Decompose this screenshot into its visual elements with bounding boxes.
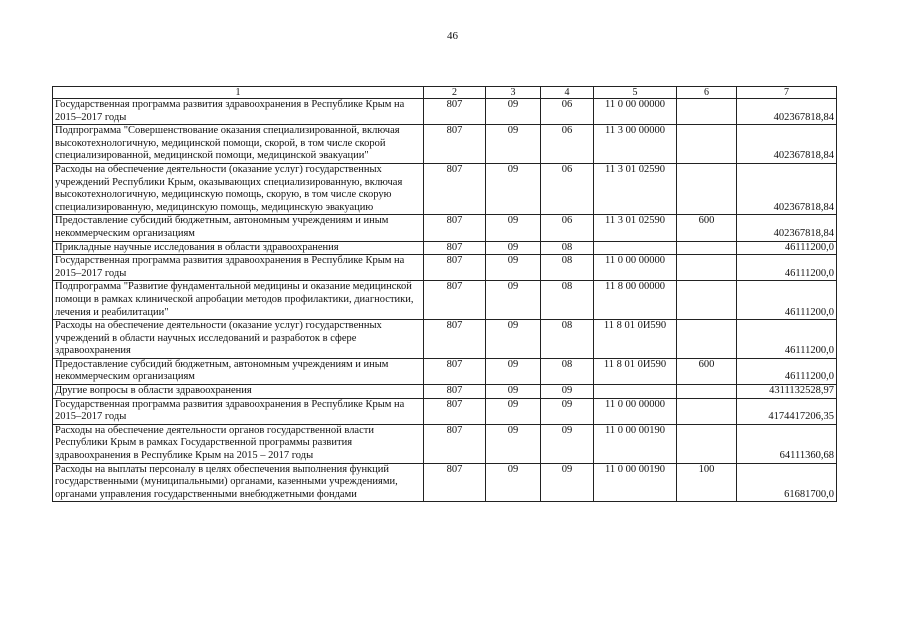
row-expense-type — [677, 99, 737, 125]
table-row — [53, 320, 837, 359]
row-section: 09 — [486, 424, 541, 463]
row-target-article: 11 3 01 02590 — [594, 215, 677, 241]
row-section: 09 — [486, 255, 541, 281]
row-expense-type — [677, 163, 737, 214]
budget-table — [52, 86, 837, 502]
table-row — [53, 424, 837, 463]
row-subsection: 09 — [541, 463, 594, 502]
row-grbs: 807 — [424, 99, 486, 125]
row-subsection: 06 — [541, 125, 594, 164]
row-amount: 4174417206,35 — [737, 398, 837, 424]
row-target-article: 11 0 00 00000 — [594, 99, 677, 125]
table-row — [53, 463, 837, 502]
row-expense-type: 600 — [677, 215, 737, 241]
row-target-article: 11 0 00 00000 — [594, 255, 677, 281]
row-target-article: 11 3 01 02590 — [594, 163, 677, 214]
row-target-article: 11 0 00 00190 — [594, 424, 677, 463]
row-grbs: 807 — [424, 241, 486, 255]
row-subsection: 06 — [541, 215, 594, 241]
row-grbs: 807 — [424, 463, 486, 502]
row-subsection: 08 — [541, 241, 594, 255]
row-subsection: 08 — [541, 255, 594, 281]
row-expense-type — [677, 281, 737, 320]
row-section: 09 — [486, 281, 541, 320]
table-row — [53, 281, 837, 320]
row-target-article: 11 0 00 00190 — [594, 463, 677, 502]
row-expense-type — [677, 320, 737, 359]
row-grbs: 807 — [424, 125, 486, 164]
table-row — [53, 163, 837, 214]
row-target-article: 11 8 01 0И590 — [594, 320, 677, 359]
row-grbs: 807 — [424, 215, 486, 241]
row-expense-type — [677, 424, 737, 463]
row-section: 09 — [486, 358, 541, 384]
row-section: 09 — [486, 385, 541, 399]
table-row — [53, 125, 837, 164]
row-expense-type — [677, 255, 737, 281]
row-subsection: 08 — [541, 320, 594, 359]
row-name: Предоставление субсидий бюджетным, автономным учреждениям и иным некоммерческим организациям — [53, 358, 424, 384]
row-subsection: 06 — [541, 99, 594, 125]
row-name: Расходы на обеспечение деятельности (оказание услуг) государственных учреждений в области научных исследований и разработок в сфере здравоохранения — [53, 320, 424, 359]
row-section: 09 — [486, 241, 541, 255]
row-section: 09 — [486, 99, 541, 125]
row-amount: 64111360,68 — [737, 424, 837, 463]
row-section: 09 — [486, 163, 541, 214]
row-target-article: 11 8 01 0И590 — [594, 358, 677, 384]
row-name: Прикладные научные исследования в области здравоохранения — [53, 241, 424, 255]
row-target-article — [594, 241, 677, 255]
header-col-5: 5 — [594, 87, 677, 99]
table-row — [53, 385, 837, 399]
row-grbs: 807 — [424, 281, 486, 320]
row-target-article — [594, 385, 677, 399]
row-amount: 46111200,0 — [737, 320, 837, 359]
row-name: Расходы на обеспечение деятельности органов государственной власти Республики Крым в рамках Государственной программы развития здравоохранения в Республике Крым на 2015 – 2017 годы — [53, 424, 424, 463]
row-name: Подпрограмма "Совершенствование оказания специализированной, включая высокотехнологичную, медицинской помощи, скорой, в том числе скорой специализированной, медицинской помощи, медицинской эвакуации" — [53, 125, 424, 164]
row-grbs: 807 — [424, 424, 486, 463]
row-amount: 46111200,0 — [737, 358, 837, 384]
row-section: 09 — [486, 215, 541, 241]
row-section: 09 — [486, 320, 541, 359]
row-subsection: 08 — [541, 281, 594, 320]
row-amount: 46111200,0 — [737, 255, 837, 281]
row-name: Государственная программа развития здравоохранения в Республике Крым на 2015–2017 годы — [53, 255, 424, 281]
row-name: Государственная программа развития здравоохранения в Республике Крым на 2015–2017 годы — [53, 99, 424, 125]
row-amount: 4311132528,97 — [737, 385, 837, 399]
table-row — [53, 241, 837, 255]
row-expense-type: 100 — [677, 463, 737, 502]
table-row — [53, 215, 837, 241]
row-grbs: 807 — [424, 385, 486, 399]
row-expense-type — [677, 385, 737, 399]
header-col-1: 1 — [53, 87, 424, 99]
row-name: Другие вопросы в области здравоохранения — [53, 385, 424, 399]
row-expense-type — [677, 398, 737, 424]
table-row — [53, 358, 837, 384]
row-section: 09 — [486, 398, 541, 424]
row-expense-type: 600 — [677, 358, 737, 384]
table-row — [53, 255, 837, 281]
row-target-article: 11 3 00 00000 — [594, 125, 677, 164]
header-col-7: 7 — [737, 87, 837, 99]
page-number: 46 — [447, 30, 458, 42]
row-grbs: 807 — [424, 398, 486, 424]
row-subsection: 09 — [541, 385, 594, 399]
row-section: 09 — [486, 463, 541, 502]
row-grbs: 807 — [424, 358, 486, 384]
row-grbs: 807 — [424, 320, 486, 359]
row-amount: 61681700,0 — [737, 463, 837, 502]
row-amount: 402367818,84 — [737, 163, 837, 214]
row-section: 09 — [486, 125, 541, 164]
row-name: Предоставление субсидий бюджетным, автономным учреждениям и иным некоммерческим организациям — [53, 215, 424, 241]
row-name: Расходы на выплаты персоналу в целях обеспечения выполнения функций государственными (муниципальными) органами, казенными учреждениями, органами управления государственными внебюджетными фондами — [53, 463, 424, 502]
header-col-2: 2 — [424, 87, 486, 99]
row-target-article: 11 0 00 00000 — [594, 398, 677, 424]
table-row — [53, 398, 837, 424]
row-subsection: 06 — [541, 163, 594, 214]
row-amount: 402367818,84 — [737, 99, 837, 125]
row-grbs: 807 — [424, 163, 486, 214]
row-expense-type — [677, 241, 737, 255]
row-subsection: 08 — [541, 358, 594, 384]
header-col-4: 4 — [541, 87, 594, 99]
row-grbs: 807 — [424, 255, 486, 281]
table-row — [53, 99, 837, 125]
row-name: Государственная программа развития здравоохранения в Республике Крым на 2015–2017 годы — [53, 398, 424, 424]
row-name: Расходы на обеспечение деятельности (оказание услуг) государственных учреждений Республики Крым, оказывающих специализированную, включая высокотехнологичную, медицинскую помощь, скорую, в том числе скорую специализированную, медицинскую помощь, медицинскую эвакуацию — [53, 163, 424, 214]
row-expense-type — [677, 125, 737, 164]
row-subsection: 09 — [541, 398, 594, 424]
header-col-6: 6 — [677, 87, 737, 99]
row-amount: 402367818,84 — [737, 125, 837, 164]
header-row — [53, 87, 837, 99]
row-name: Подпрограмма "Развитие фундаментальной медицины и оказание медицинской помощи в рамках клинической апробации методов профилактики, диагностики, лечения и реабилитации" — [53, 281, 424, 320]
row-target-article: 11 8 00 00000 — [594, 281, 677, 320]
row-amount: 402367818,84 — [737, 215, 837, 241]
row-amount: 46111200,0 — [737, 241, 837, 255]
header-col-3: 3 — [486, 87, 541, 99]
row-amount: 46111200,0 — [737, 281, 837, 320]
row-subsection: 09 — [541, 424, 594, 463]
